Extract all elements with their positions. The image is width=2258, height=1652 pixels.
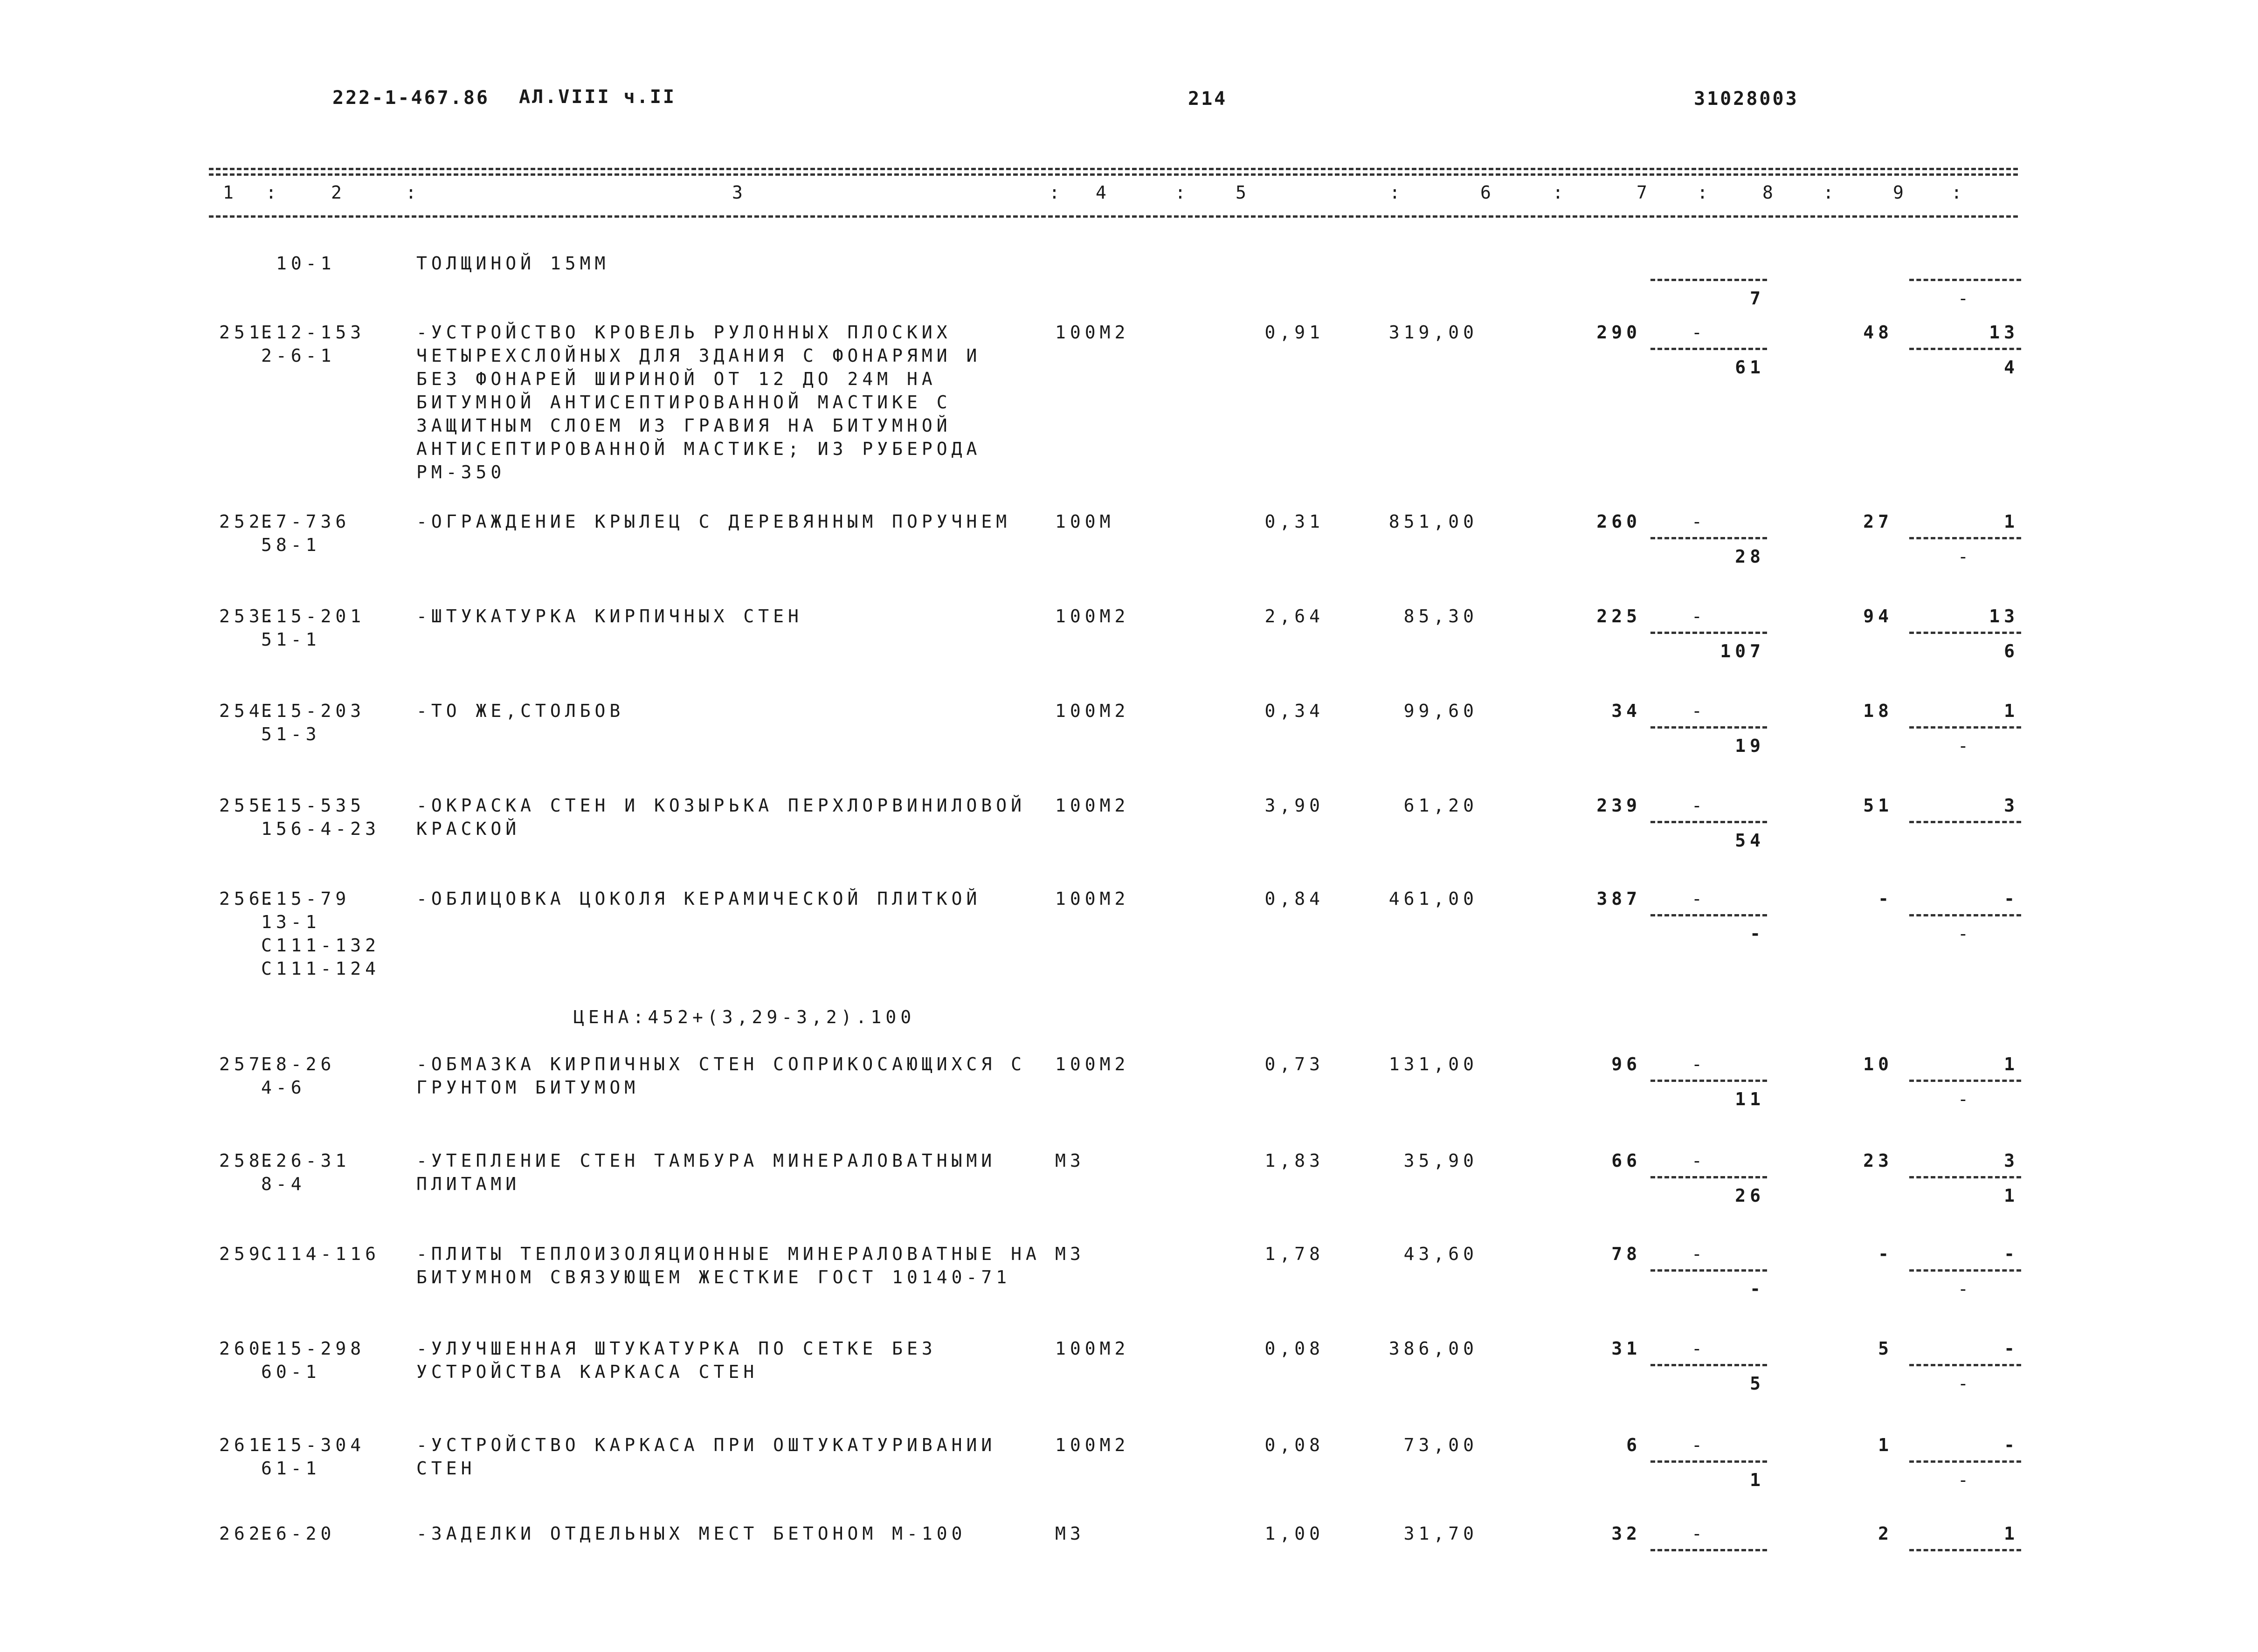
row-code: Е15-298 60-1 [261, 1338, 366, 1382]
col10-fraction-line [1909, 1364, 2021, 1366]
column-header-17: 9 [1893, 182, 1908, 203]
row-col8-top: - [1692, 511, 1706, 532]
row-code: Е15-203 51-3 [261, 701, 366, 744]
col8-fraction-line [1650, 1364, 1767, 1366]
row-col9: 1 [1878, 1435, 1893, 1455]
row-unit: 100М2 [1055, 1338, 1130, 1359]
row-col10-top: - [2004, 888, 2019, 909]
row-unit: 100М2 [1055, 322, 1130, 343]
row-quantity: 1,00 [1264, 1523, 1324, 1544]
row-col10-top: 3 [2004, 1150, 2019, 1171]
row-number: 254. [219, 701, 279, 721]
row-number: 261. [219, 1435, 279, 1455]
row-col10-bottom: - [1958, 288, 1973, 309]
row-col8-bottom: 7 [1750, 288, 1765, 309]
col10-fraction-line [1909, 914, 2021, 916]
column-header-14: : [1697, 182, 1712, 203]
row-col10-bottom: - [1958, 1470, 1973, 1490]
row-col9: 10 [1863, 1054, 1893, 1074]
row-number: 258. [219, 1150, 279, 1171]
row-col9: 5 [1878, 1338, 1893, 1359]
row-number: 255. [219, 795, 279, 816]
row-number: 256. [219, 888, 279, 909]
row-number: 260. [219, 1338, 279, 1359]
row-col7: 31 [1611, 1338, 1641, 1359]
row-col8-bottom: - [1750, 923, 1765, 944]
row-quantity: 0,84 [1264, 888, 1324, 909]
column-header-4: : [406, 182, 421, 203]
col10-fraction-line [1909, 821, 2021, 823]
row-col9: 23 [1863, 1150, 1893, 1171]
row-col9: 18 [1863, 701, 1893, 721]
table-top-rule [209, 168, 2018, 170]
row-code: Е15-304 61-1 [261, 1435, 366, 1479]
col10-fraction-line [1909, 1080, 2021, 1082]
row-col8-bottom: 19 [1735, 736, 1765, 756]
row-price: 461,00 [1388, 888, 1478, 909]
row-col8-bottom: 26 [1735, 1185, 1765, 1206]
row-col8-top: - [1692, 322, 1706, 343]
row-code: Е6-20 [261, 1523, 336, 1544]
row-price: 35,90 [1403, 1150, 1478, 1171]
row-col8-top: - [1692, 1244, 1706, 1264]
col8-fraction-line [1650, 1460, 1767, 1463]
col10-fraction-line [1909, 632, 2021, 634]
row-col7: 96 [1611, 1054, 1641, 1074]
column-header-2: : [266, 182, 281, 203]
row-code: Е7-736 58-1 [261, 511, 351, 555]
row-number: 259. [219, 1244, 279, 1264]
column-header-12: : [1553, 182, 1567, 203]
row-col7: 34 [1611, 701, 1641, 721]
row-code: Е15-79 13-1 С111-132 С111-124 [261, 888, 380, 979]
row-number: 262. [219, 1523, 279, 1544]
column-header-9: 5 [1236, 182, 1250, 203]
row-col8-bottom: 5 [1750, 1373, 1765, 1394]
row-description: ТОЛЩИНОЙ 15ММ [416, 253, 610, 274]
row-col10-bottom: 1 [2004, 1185, 2019, 1206]
row-col8-top: - [1692, 888, 1706, 909]
row-col8-top: - [1692, 1435, 1706, 1455]
row-code: 10-1 [276, 253, 336, 274]
row-quantity: 0,34 [1264, 701, 1324, 721]
row-number: 253. [219, 606, 279, 626]
col8-fraction-line [1650, 632, 1767, 634]
col10-fraction-line [1909, 1549, 2021, 1551]
row-col8-top: - [1692, 1054, 1706, 1074]
row-unit: 100М2 [1055, 1435, 1130, 1455]
col8-fraction-line [1650, 1080, 1767, 1082]
row-price: 99,60 [1403, 701, 1478, 721]
col8-fraction-line [1650, 1549, 1767, 1551]
row-col10-top: 13 [1989, 606, 2019, 626]
row-col10-bottom: - [1958, 1279, 1973, 1299]
album-label: АЛ.VIII ч.II [519, 86, 676, 108]
row-col10-bottom: - [1958, 1089, 1973, 1109]
row-description: -УСТРОЙСТВО КРОВЕЛЬ РУЛОННЫХ ПЛОСКИХ ЧЕТЫРЕХСЛОЙНЫХ ДЛЯ ЗДАНИЯ С ФОНАРЯМИ И БЕЗ ФОНАРЕЙ ШИРИНОЙ ОТ 12 ДО 24М НА БИТУМНОЙ АНТИСЕПТИРОВАННОЙ МАСТИКЕ С ЗАЩИТНЫМ СЛОЕМ ИЗ ГРАВИЯ НА БИТУМНОЙ АНТИСЕПТИРОВАННОЙ МАСТИКЕ; ИЗ РУБЕРОДА РМ-350 [416, 322, 981, 482]
row-col8-top: - [1692, 1338, 1706, 1359]
table-top-rule-2 [209, 173, 2018, 176]
row-price: 319,00 [1388, 322, 1478, 343]
row-unit: 100М2 [1055, 701, 1130, 721]
row-unit: 100М2 [1055, 606, 1130, 626]
row-quantity: 1,78 [1264, 1244, 1324, 1264]
row-price: 31,70 [1403, 1523, 1478, 1544]
row-description: -ОГРАЖДЕНИЕ КРЫЛЕЦ С ДЕРЕВЯННЫМ ПОРУЧНЕМ [416, 511, 1011, 532]
column-header-10: : [1389, 182, 1404, 203]
row-description: -УЛУЧШЕННАЯ ШТУКАТУРКА ПО СЕТКЕ БЕЗ УСТРОЙСТВА КАРКАСА СТЕН [416, 1338, 937, 1382]
row-col7: 387 [1596, 888, 1641, 909]
row-description: -ТО ЖЕ,СТОЛБОВ [416, 701, 625, 721]
row-col8-bottom: 61 [1735, 357, 1765, 378]
row-col8-bottom: 1 [1750, 1470, 1765, 1490]
row-col10-bottom: - [1958, 736, 1973, 756]
col8-fraction-line [1650, 726, 1767, 729]
col8-fraction-line [1650, 279, 1767, 281]
col8-fraction-line [1650, 1269, 1767, 1272]
col10-fraction-line [1909, 279, 2021, 281]
row-code: С114-116 [261, 1244, 380, 1264]
row-col10-top: 1 [2004, 1054, 2019, 1074]
row-col10-bottom: - [1958, 1373, 1973, 1394]
row-col10-bottom: 6 [2004, 641, 2019, 661]
col10-fraction-line [1909, 1269, 2021, 1272]
row-quantity: 0,73 [1264, 1054, 1324, 1074]
row-description: -ОБЛИЦОВКА ЦОКОЛЯ КЕРАМИЧЕСКОЙ ПЛИТКОЙ [416, 888, 981, 909]
col8-fraction-line [1650, 537, 1767, 539]
row-col9: 94 [1863, 606, 1893, 626]
column-header-5: 3 [732, 182, 747, 203]
row-quantity: 1,83 [1264, 1150, 1324, 1171]
row-col10-top: 13 [1989, 322, 2019, 343]
row-col8-top: - [1692, 606, 1706, 626]
row-col8-top: - [1692, 1150, 1706, 1171]
column-header-8: : [1175, 182, 1190, 203]
row-code: Е12-153 2-6-1 [261, 322, 366, 366]
row-description: -ОКРАСКА СТЕН И КОЗЫРЬКА ПЕРХЛОРВИНИЛОВОЙ КРАСКОЙ [416, 795, 1026, 839]
row-number: 252. [219, 511, 279, 532]
row-description: -ОБМАЗКА КИРПИЧНЫХ СТЕН СОПРИКОСАЮЩИХСЯ С ГРУНТОМ БИТУМОМ [416, 1054, 1026, 1098]
row-col10-top: - [2004, 1244, 2019, 1264]
row-col10-bottom: 4 [2004, 357, 2019, 378]
row-quantity: 0,08 [1264, 1338, 1324, 1359]
row-quantity: 0,91 [1264, 322, 1324, 343]
row-description: -ШТУКАТУРКА КИРПИЧНЫХ СТЕН [416, 606, 803, 626]
row-code: Е26-31 8-4 [261, 1150, 351, 1194]
row-description: -УСТРОЙСТВО КАРКАСА ПРИ ОШТУКАТУРИВАНИИ СТЕН [416, 1435, 996, 1479]
row-unit: М3 [1055, 1523, 1085, 1544]
row-code: Е15-201 51-1 [261, 606, 366, 650]
row-description: ЦЕНА:452+(3,29-3,2).100 [573, 1007, 916, 1027]
column-header-1: 1 [223, 182, 238, 203]
row-col7: 32 [1611, 1523, 1641, 1544]
col10-fraction-line [1909, 537, 2021, 539]
row-number: 257. [219, 1054, 279, 1074]
row-price: 61,20 [1403, 795, 1478, 816]
row-col8-bottom: - [1750, 1279, 1765, 1299]
row-description: -ПЛИТЫ ТЕПЛОИЗОЛЯЦИОННЫЕ МИНЕРАЛОВАТНЫЕ НА БИТУМНОМ СВЯЗУЮЩЕМ ЖЕСТКИЕ ГОСТ 10140-71 [416, 1244, 1041, 1287]
column-header-16: : [1823, 182, 1838, 203]
row-unit: 100М2 [1055, 888, 1130, 909]
row-col7: 225 [1596, 606, 1641, 626]
column-header-11: 6 [1480, 182, 1495, 203]
row-col8-top: - [1692, 1523, 1706, 1544]
col10-fraction-line [1909, 1176, 2021, 1178]
row-col9: 51 [1863, 795, 1893, 816]
row-col10-top: - [2004, 1435, 2019, 1455]
row-col7: 66 [1611, 1150, 1641, 1171]
row-col8-bottom: 54 [1735, 830, 1765, 851]
row-description: -ЗАДЕЛКИ ОТДЕЛЬНЫХ МЕСТ БЕТОНОМ М-100 [416, 1523, 967, 1544]
col10-fraction-line [1909, 348, 2021, 350]
column-header-13: 7 [1637, 182, 1651, 203]
row-quantity: 3,90 [1264, 795, 1324, 816]
row-col10-top: 1 [2004, 701, 2019, 721]
row-code: Е8-26 4-6 [261, 1054, 336, 1098]
row-col7: 290 [1596, 322, 1641, 343]
row-price: 85,30 [1403, 606, 1478, 626]
row-col9: 27 [1863, 511, 1893, 532]
row-col8-top: - [1692, 795, 1706, 816]
row-col9: 48 [1863, 322, 1893, 343]
row-unit: 100М [1055, 511, 1115, 532]
row-col10-top: - [2004, 1338, 2019, 1359]
row-unit: М3 [1055, 1244, 1085, 1264]
col8-fraction-line [1650, 821, 1767, 823]
column-header-7: 4 [1096, 182, 1111, 203]
table-header-rule [209, 215, 2018, 218]
row-col10-top: 3 [2004, 795, 2019, 816]
doc-code: 222-1-467.86 [332, 87, 490, 109]
column-header-18: : [1951, 182, 1966, 203]
row-price: 43,60 [1403, 1244, 1478, 1264]
col8-fraction-line [1650, 1176, 1767, 1178]
col10-fraction-line [1909, 1460, 2021, 1463]
row-col9: 2 [1878, 1523, 1893, 1544]
row-col10-bottom: - [1958, 546, 1973, 567]
row-unit: 100М2 [1055, 795, 1130, 816]
row-number: 251. [219, 322, 279, 343]
row-quantity: 0,31 [1264, 511, 1324, 532]
row-col7: 260 [1596, 511, 1641, 532]
row-price: 386,00 [1388, 1338, 1478, 1359]
col8-fraction-line [1650, 348, 1767, 350]
row-col7: 239 [1596, 795, 1641, 816]
row-col8-bottom: 28 [1735, 546, 1765, 567]
row-col8-top: - [1692, 701, 1706, 721]
column-header-3: 2 [331, 182, 346, 203]
col8-fraction-line [1650, 914, 1767, 916]
column-header-15: 8 [1762, 182, 1777, 203]
row-price: 131,00 [1388, 1054, 1478, 1074]
row-col9: - [1878, 888, 1893, 909]
row-col7: 6 [1626, 1435, 1641, 1455]
row-col7: 78 [1611, 1244, 1641, 1264]
row-unit: 100М2 [1055, 1054, 1130, 1074]
page-number: 214 [1188, 88, 1228, 110]
row-code: Е15-535 156-4-23 [261, 795, 380, 839]
row-col10-top: 1 [2004, 1523, 2019, 1544]
row-price: 73,00 [1403, 1435, 1478, 1455]
row-col9: - [1878, 1244, 1893, 1264]
row-quantity: 0,08 [1264, 1435, 1324, 1455]
row-description: -УТЕПЛЕНИЕ СТЕН ТАМБУРА МИНЕРАЛОВАТНЫМИ ПЛИТАМИ [416, 1150, 996, 1194]
row-col10-top: 1 [2004, 511, 2019, 532]
col10-fraction-line [1909, 726, 2021, 729]
row-price: 851,00 [1388, 511, 1478, 532]
column-header-6: : [1049, 182, 1064, 203]
row-col8-bottom: 11 [1735, 1089, 1765, 1109]
row-col8-bottom: 107 [1720, 641, 1765, 661]
row-unit: М3 [1055, 1150, 1085, 1171]
doc-number: 31028003 [1694, 88, 1799, 110]
row-col10-bottom: - [1958, 923, 1973, 944]
row-quantity: 2,64 [1264, 606, 1324, 626]
